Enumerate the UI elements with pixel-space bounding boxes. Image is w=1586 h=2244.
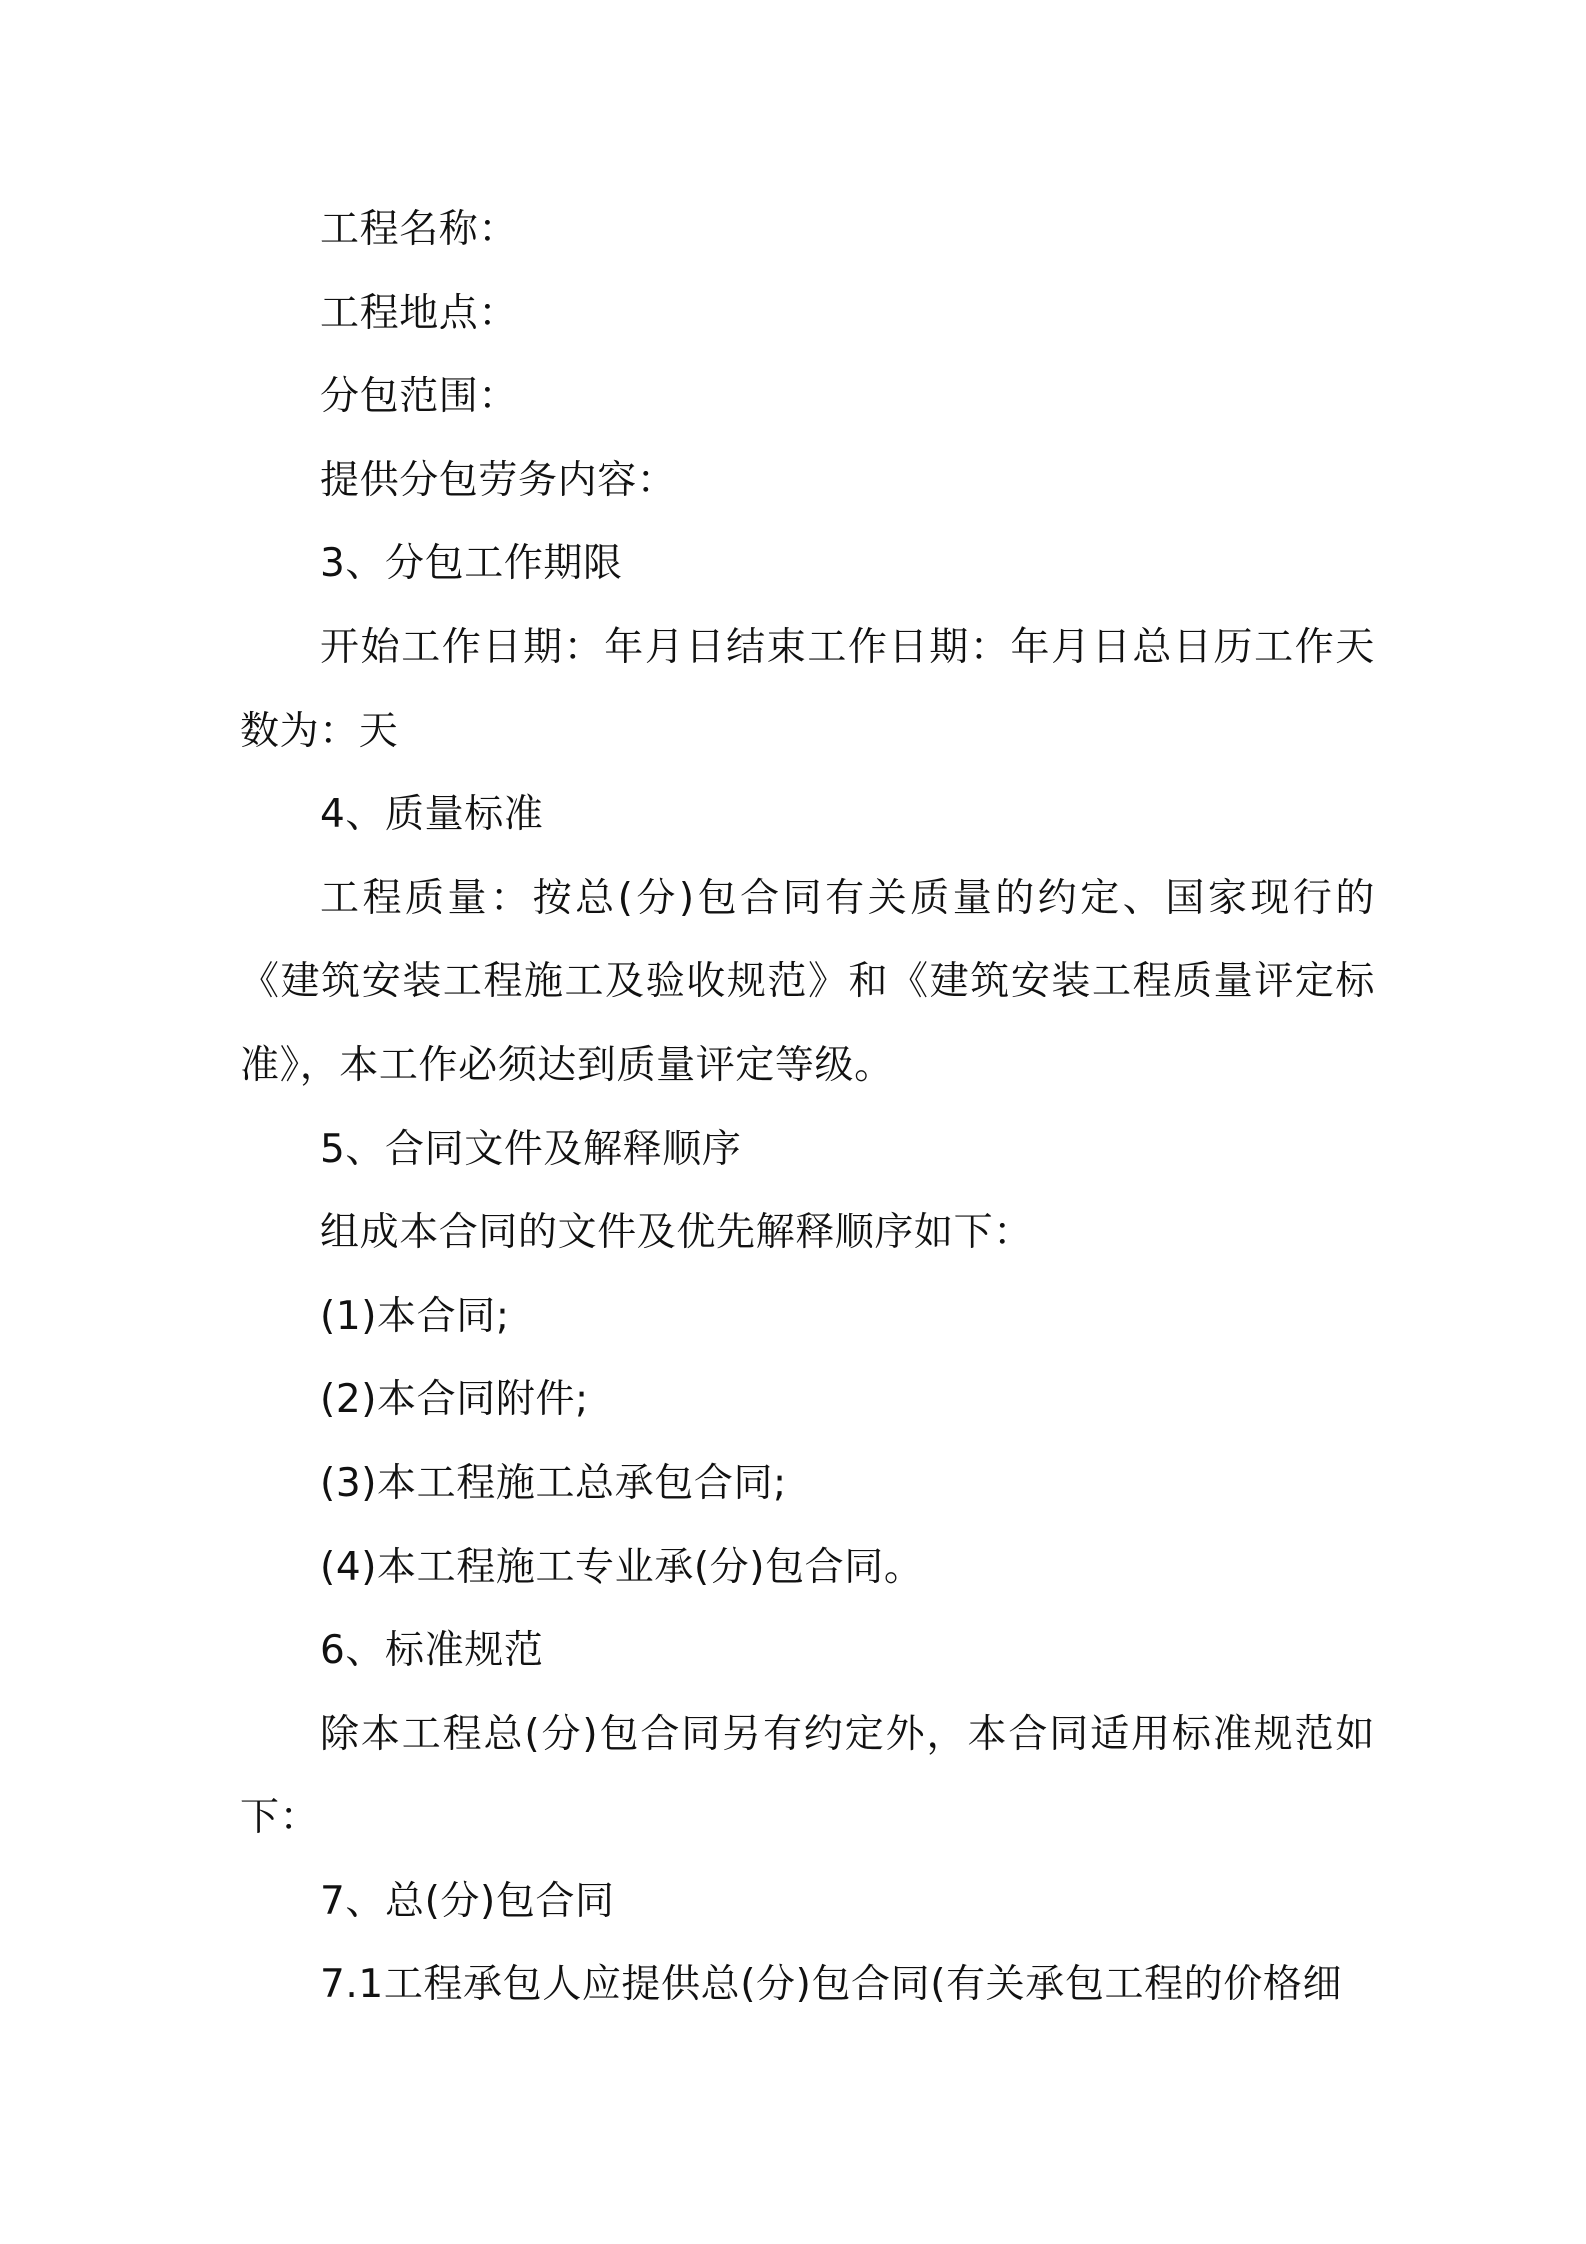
section-4-heading: 4、质量标准 xyxy=(320,792,544,838)
labor-content-line: 提供分包劳务内容： xyxy=(320,457,677,503)
standards-paragraph: 除本工程总(分)包合同另有约定外，本合同适用标准规范如下： xyxy=(240,1711,1375,1841)
section-7-heading: 7、总(分)包合同 xyxy=(320,1878,615,1924)
document-order-intro: 组成本合同的文件及优先解释顺序如下： xyxy=(320,1210,1033,1256)
clause-7-1-paragraph: 7.1工程承包人应提供总(分)包合同(有关承包工程的价格细 xyxy=(320,1962,1343,2008)
section-6-heading: 6、标准规范 xyxy=(320,1628,544,1674)
list-item-2: (2)本合同附件; xyxy=(320,1377,589,1423)
section-3-heading: 3、分包工作期限 xyxy=(320,541,623,587)
section-5-heading: 5、合同文件及解释顺序 xyxy=(320,1126,742,1172)
list-item-1: (1)本合同; xyxy=(320,1293,510,1339)
subcontract-scope-line: 分包范围： xyxy=(320,374,519,420)
project-name-line: 工程名称： xyxy=(320,207,519,252)
project-location-line: 工程地点： xyxy=(320,290,519,336)
list-item-4: (4)本工程施工专业承(分)包合同。 xyxy=(320,1544,924,1590)
list-item-3: (3)本工程施工总承包合同; xyxy=(320,1460,787,1506)
document-body xyxy=(240,188,1375,2027)
quality-paragraph: 工程质量：按总(分)包合同有关质量的约定、国家现行的《建筑安装工程施工及验收规范》和《建筑安装工程质量评定标准》，本工作必须达到质量评定等级。 xyxy=(240,875,1375,1088)
work-period-paragraph: 开始工作日期：年月日结束工作日期：年月日总日历工作天数为：天 xyxy=(240,624,1375,754)
